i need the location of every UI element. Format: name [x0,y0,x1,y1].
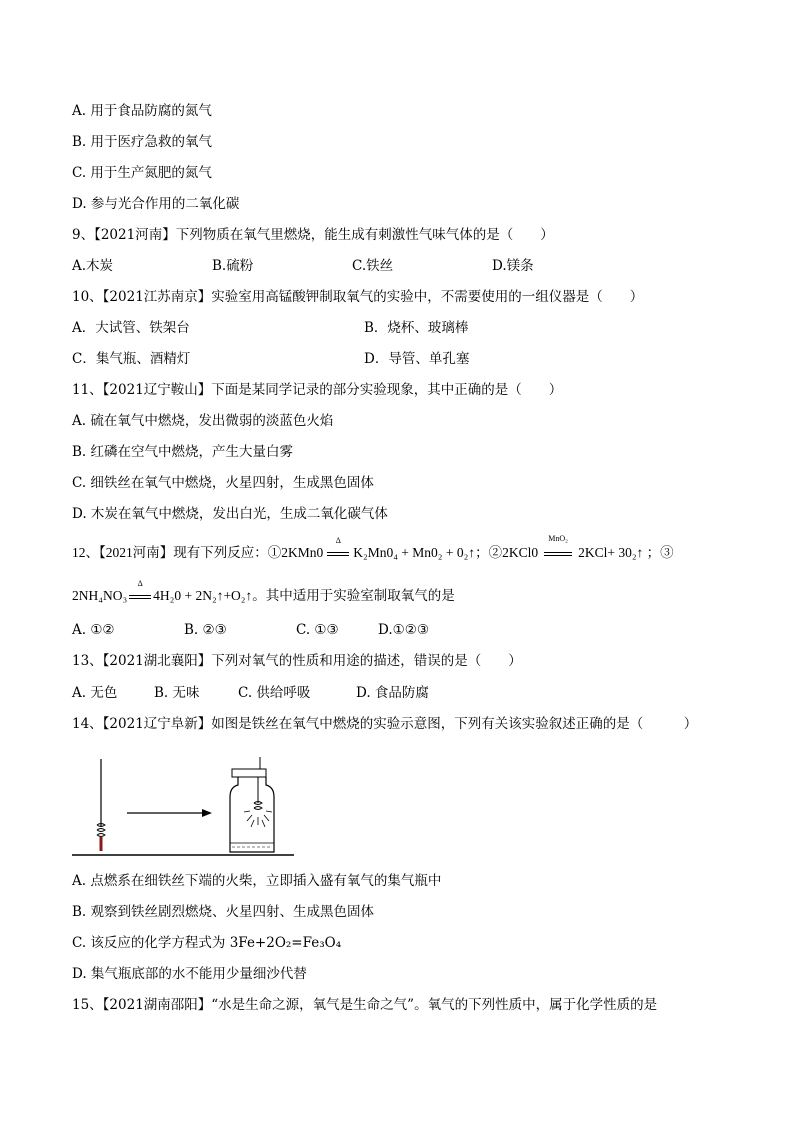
q13-option-c: C. 供给呼吸 [238,685,311,701]
q8-option-a: A. 用于食品防腐的氮气 [72,103,212,119]
sparks-icon [244,811,272,827]
q9-option-b: B.硫粉 [212,258,254,274]
q11-option-a: A. 硫在氧气中燃烧，发出微弱的淡蓝色火焰 [72,413,334,429]
bottle-lid [232,769,266,777]
heat-condition-3 [129,579,151,606]
q12-stem-line1 [72,534,674,563]
q14-option-c: C. 该反应的化学方程式为 3Fe+2O₂=Fe₃O₄ [72,935,342,951]
heat-condition-1 [327,536,349,563]
q10-option-d: D．导管、单孔塞 [364,351,470,367]
q9-stem: 9、【2021河南】下列物质在氧气里燃烧，能生成有刺激性气味气体的是（ ） [72,227,554,243]
q9-option-a: A.木炭 [72,258,114,274]
q11-option-b: B. 红磷在空气中燃烧，产生大量白雾 [72,444,294,460]
q12-line2-rest: 4H₂0 + 2N₂↑+O₂↑。其中适用于实验室制取氧气的是 [153,588,455,603]
catalyst-condition [544,534,572,563]
q12-option-a: A. ①② [72,622,115,638]
match-stick [100,837,103,851]
catalyst-label: MnO₂ [548,534,568,543]
heat-symbol: Δ [335,536,341,545]
q12-option-d: D.①②③ [378,622,429,638]
q12-reaction2-products: 2KCl+ 30₂↑ ；③ [578,545,674,560]
q8-option-d: D. 参与光合作用的二氧化碳 [72,196,240,212]
q8-option-b: B. 用于医疗急救的氧气 [72,134,213,150]
q13-option-b: B. 无味 [154,685,200,701]
q10-option-c: C．集气瓶、酒精灯 [72,351,191,367]
q14-stem: 14、【2021辽宁阜新】如图是铁丝在氧气中燃烧的实验示意图，下列有关该实验叙述正确的是（ ） [72,716,698,732]
q12-option-b: B. ②③ [184,622,227,638]
q9-option-c: C.铁丝 [352,258,394,274]
q10-option-b: B．烧杯、玻璃棒 [364,320,469,336]
q11-option-d: D. 木炭在氧气中燃烧，发出白光，生成二氧化碳气体 [72,506,388,522]
q11-stem: 11、【2021辽宁鞍山】下面是某同学记录的部分实验现象，其中正确的是（ ） [72,382,563,398]
gas-collecting-bottle [230,777,274,852]
q10-stem: 10、【2021江苏南京】实验室用高锰酸钾制取氧气的实验中，不需要使用的一组仪器是（ ） [72,289,644,305]
q12-stem-line2 [72,579,455,606]
q15-stem: 15、【2021湖南邵阳】“水是生命之源，氧气是生命之气”。氧气的下列性质中，属于化学性质的是 [72,997,658,1013]
q13-option-a: A. 无色 [72,685,118,701]
arrow-head-icon [202,809,212,817]
q12-option-c: C. ①③ [296,622,339,638]
q12-reaction3-reactant: 2NH₄NO₃ [72,588,128,603]
q10-option-a: A．大试管、铁架台 [72,320,190,336]
q13-option-d: D. 食品防腐 [356,685,429,701]
q14-option-b: B. 观察到铁丝剧烈燃烧、火星四射、生成黑色固体 [72,904,375,920]
q8-option-c: C. 用于生产氮肥的氮气 [72,165,212,181]
q11-option-c: C. 细铁丝在氧气中燃烧，火星四射，生成黑色固体 [72,475,374,491]
q14-option-d: D. 集气瓶底部的水不能用少量细沙代替 [72,966,307,982]
iron-wire-combustion-diagram [72,755,302,860]
q12-reaction1-products: K₂Mn0₄ + Mn0₂ + 0₂↑；②2KCl0 [353,545,539,560]
q9-option-d: D.镁条 [492,258,534,274]
q12-stem-prefix: 12、【2021河南】现有下列反应：①2KMn0 [72,545,324,560]
q14-option-a: A. 点燃系在细铁丝下端的火柴，立即插入盛有氧气的集气瓶中 [72,873,442,889]
q13-stem: 13、【2021湖北襄阳】下列对氧气的性质和用途的描述，错误的是（ ） [72,653,522,669]
heat-symbol: Δ [137,579,143,588]
